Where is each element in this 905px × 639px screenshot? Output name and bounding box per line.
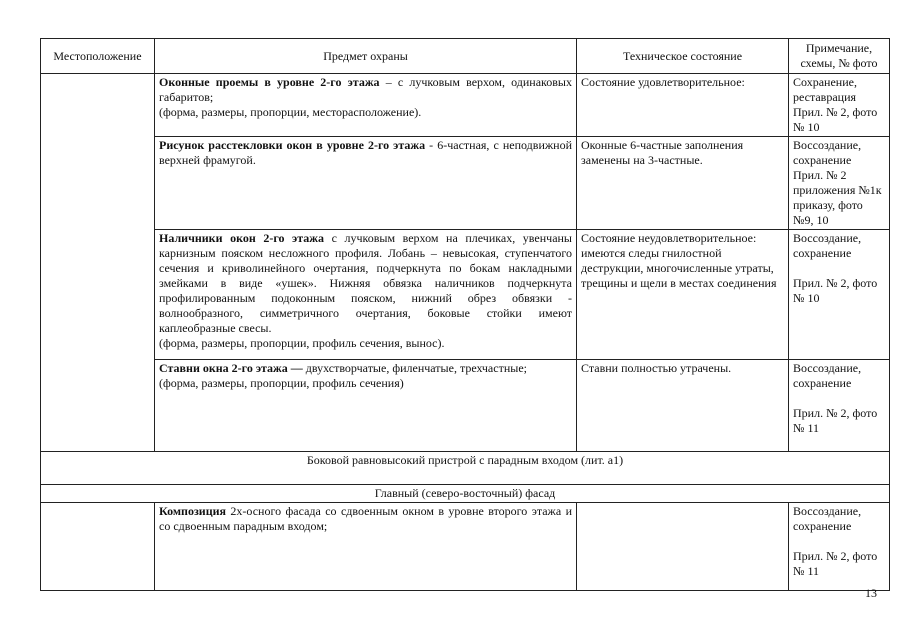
- table-row: [41, 503, 890, 591]
- subject-text: двухстворчатые, филенчатые, трехчастные;: [302, 361, 527, 375]
- condition-cell: Оконные 6-частные заполнения заменены на 3-частные.: [577, 137, 789, 230]
- table-row: [41, 137, 890, 230]
- subject-cell: [155, 503, 577, 591]
- subject-title: Композиция: [159, 504, 227, 518]
- section-row: [41, 452, 890, 485]
- condition-cell: Состояние неудовлетворительное: имеются следы гнилостной деструкции, многочисленные утраты, трещины и щели в местах соединения: [577, 230, 789, 360]
- header-note: Примечание, схемы, № фото: [789, 39, 890, 74]
- page-number: 13: [865, 586, 877, 600]
- table-row: [41, 74, 890, 137]
- note-ref: Прил. № 2, фото № 10: [793, 276, 878, 305]
- subject-title: Ставни окна 2-го этажа —: [159, 361, 303, 375]
- subject-extra: (форма, размеры, пропорции, месторасположение).: [159, 105, 422, 119]
- subject-text: - 6-частная, с неподвижной верхней фрамугой.: [159, 138, 573, 167]
- note-cell: [789, 230, 890, 360]
- note-cell: [789, 74, 890, 137]
- note-cell: [789, 360, 890, 452]
- subject-title: Наличники окон 2-го этажа: [159, 231, 324, 245]
- note-action: Сохранение, реставрация: [793, 75, 857, 104]
- section-subheading: Главный (северо-восточный) фасад: [41, 485, 890, 503]
- note-action: Воссоздание, сохранение: [793, 504, 862, 533]
- note-action: Воссоздание, сохранение: [793, 361, 862, 390]
- header-subject: Предмет охраны: [155, 39, 577, 74]
- subject-text: – с лучковым верхом, одинаковых габаритов;: [159, 75, 572, 104]
- subject-extra: (форма, размеры, пропорции, профиль сечения): [159, 376, 404, 390]
- protection-table: [40, 38, 890, 591]
- section-row: [41, 485, 890, 503]
- subject-text: 2х-осного фасада со сдвоенным окном в уровне второго этажа и со сдвоенным парадным входом;: [159, 504, 572, 533]
- table-row: [41, 230, 890, 360]
- location-cell: [41, 74, 155, 452]
- note-cell: [789, 503, 890, 591]
- header-condition: Техническое состояние: [577, 39, 789, 74]
- subject-title: Рисунок расстекловки окон в уровне 2-го этажа: [159, 138, 426, 152]
- subject-cell: [155, 137, 577, 230]
- note-ref: Прил. № 2 приложения №1к приказу, фото №9, 10: [793, 168, 882, 227]
- note-cell: [789, 137, 890, 230]
- condition-cell: Ставни полностью утрачены.: [577, 360, 789, 452]
- subject-cell: [155, 74, 577, 137]
- condition-cell: [577, 503, 789, 591]
- condition-cell: Состояние удовлетворительное:: [577, 74, 789, 137]
- note-ref: Прил. № 2, фото № 10: [793, 105, 878, 134]
- subject-text: с лучковым верхом на плечиках, увенчаны карнизным пояском несложного профиля. Лобань – невысокая, ступенчатого сечения и криволинейного очертания, подчеркнута по бокам накладными змейками в виде «ушек». Нижняя обвязка наличников подчеркнута профилированным подоконным пояском, нижний обрез обвязки - волнообразного, симметричного очертания, боковые стойки имеют каплеобразные свесы.: [159, 231, 572, 335]
- subject-title: Оконные проемы в уровне 2-го этажа: [159, 75, 380, 89]
- subject-extra: (форма, размеры, пропорции, профиль сечения, вынос).: [159, 336, 445, 350]
- note-ref: Прил. № 2, фото № 11: [793, 406, 878, 435]
- subject-cell: [155, 360, 577, 452]
- table-row: [41, 360, 890, 452]
- table-header-row: [41, 39, 890, 74]
- subject-cell: [155, 230, 577, 360]
- section-heading: Боковой равновысокий пристрой с парадным входом (лит. а1): [41, 452, 890, 485]
- note-ref: Прил. № 2, фото № 11: [793, 549, 878, 578]
- note-action: Воссоздание, сохранение: [793, 138, 862, 167]
- note-action: Воссоздание, сохранение: [793, 231, 862, 260]
- location-cell: [41, 503, 155, 591]
- header-location: Местоположение: [41, 39, 155, 74]
